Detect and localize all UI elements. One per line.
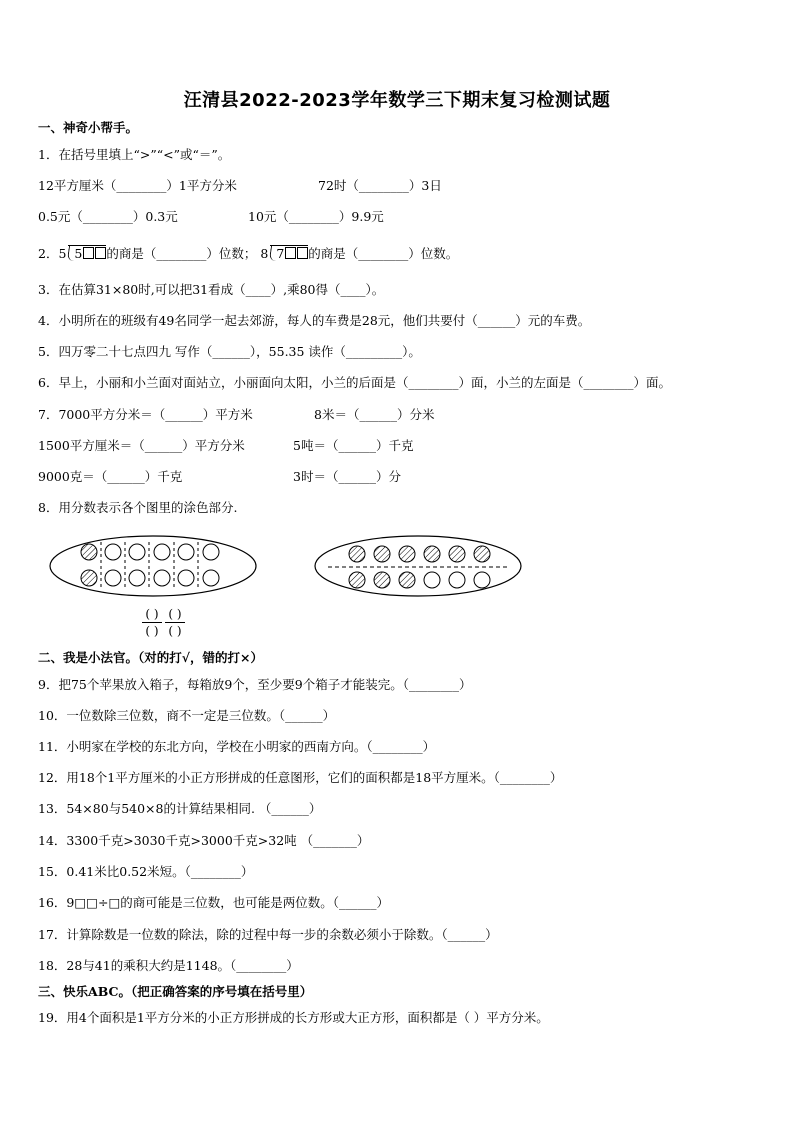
question-14: 14．3300千克>3030千克>3000千克>32吨 （_______）	[38, 833, 370, 848]
circle	[154, 570, 170, 586]
circle	[203, 544, 219, 560]
shaded-circle	[349, 546, 365, 562]
denominator-paren: ( )	[168, 624, 182, 638]
question-17: 17．计算除数是一位数的除法，除的过程中每一步的余数必须小于除数。（______）	[38, 927, 498, 942]
circle	[178, 570, 194, 586]
question-1d: 10元（________）9.9元	[248, 209, 384, 224]
right-oval	[315, 536, 521, 596]
long-division-1	[68, 245, 106, 262]
fraction-bar	[142, 622, 162, 623]
section-3-heading: 三、快乐ABC。（把正确答案的序号填在括号里）	[38, 984, 313, 999]
long-division-2	[270, 245, 308, 262]
question-2-mid: 的商是（________）位数；	[106, 246, 257, 261]
dividend-digit-1: 5	[74, 246, 83, 261]
page-title: 汪清县2022-2023学年数学三下期末复习检测试题	[183, 90, 611, 111]
question-1c: 0.5元（________）0.3元	[38, 209, 178, 224]
question-9: 9．把75个苹果放入箱子，每箱放9个，至少要9个箱子才能装完。（________）	[38, 677, 472, 692]
circle	[178, 544, 194, 560]
fraction-bar	[165, 622, 185, 623]
blank-square-icon	[285, 247, 296, 259]
left-oval	[50, 536, 256, 596]
question-3: 3．在估算31×80时,可以把31看成（____）,乘80得（____）。	[38, 282, 385, 297]
question-18: 18．28与41的乘积大约是1148。（________）	[38, 958, 299, 973]
question-7c: 1500平方厘米＝（______）平方分米	[38, 438, 245, 453]
fraction-answer-2[interactable]	[165, 607, 185, 638]
left-circles	[81, 542, 219, 590]
shaded-circle	[374, 546, 390, 562]
fraction-answer-1[interactable]	[142, 607, 162, 638]
fraction-figures	[0, 530, 794, 640]
numerator-paren: ( )	[168, 607, 182, 621]
shaded-circle	[424, 546, 440, 562]
question-5: 5．四万零二十七点四九 写作（______），55.35 读作（_________）。	[38, 344, 421, 359]
shaded-circle	[399, 572, 415, 588]
denominator-paren: ( )	[145, 624, 159, 638]
question-2	[38, 245, 458, 262]
question-6: 6．早上，小丽和小兰面对面站立，小丽面向太阳，小兰的后面是（________）面，小兰的左面是（________）面。	[38, 375, 671, 390]
circle	[449, 572, 465, 588]
shaded-circle	[81, 570, 97, 586]
divisor-1: 5	[58, 246, 67, 261]
blank-square-icon	[95, 247, 106, 259]
question-1: 1．在括号里填上“>”“<”或“＝”。	[38, 147, 231, 162]
question-10: 10．一位数除三位数，商不一定是三位数。（______）	[38, 708, 336, 723]
question-4: 4．小明所在的班级有49名同学一起去郊游，每人的车费是28元，他们共要付（______）元的车费。	[38, 313, 591, 328]
question-16: 16．9□□÷□的商可能是三位数，也可能是两位数。（______）	[38, 895, 390, 910]
question-7a: 7．7000平方分米＝（______）平方米	[38, 407, 253, 422]
blank-square-icon	[83, 247, 94, 259]
circle	[154, 544, 170, 560]
dividend-digit-2: 7	[276, 246, 285, 261]
question-7e: 9000克＝（______）千克	[38, 469, 183, 484]
circle	[129, 544, 145, 560]
question-7d: 5吨＝（______）千克	[293, 438, 414, 453]
question-15: 15．0.41米比0.52米短。（________）	[38, 864, 254, 879]
numerator-paren: ( )	[145, 607, 159, 621]
circle	[424, 572, 440, 588]
question-8: 8．用分数表示各个图里的涂色部分.	[38, 500, 238, 515]
section-2-heading: 二、我是小法官。（对的打√，错的打×）	[38, 650, 263, 665]
question-13: 13．54×80与540×8的计算结果相同. （______）	[38, 801, 322, 816]
shaded-circle	[449, 546, 465, 562]
question-1b: 72时（________）3日	[318, 178, 442, 193]
circle	[474, 572, 490, 588]
shaded-circle	[474, 546, 490, 562]
shaded-circle	[399, 546, 415, 562]
divisor-2: 8	[260, 246, 269, 261]
question-7f: 3时＝（______）分	[293, 469, 401, 484]
blank-square-icon	[297, 247, 308, 259]
circle	[203, 570, 219, 586]
shaded-circle	[81, 544, 97, 560]
shaded-circle	[374, 572, 390, 588]
circle	[129, 570, 145, 586]
question-2-end: 的商是（________）位数。	[308, 246, 459, 261]
question-1a: 12平方厘米（________）1平方分米	[38, 178, 237, 193]
question-19: 19．用4个面积是1平方分米的小正方形拼成的长方形或大正方形，面积都是（ ）平方分米。	[38, 1010, 549, 1025]
shaded-circle	[349, 572, 365, 588]
circle	[105, 544, 121, 560]
question-12: 12．用18个1平方厘米的小正方形拼成的任意图形，它们的面积都是18平方厘米。（________）	[38, 770, 563, 785]
circle	[105, 570, 121, 586]
section-1-heading: 一、神奇小帮手。	[38, 120, 139, 135]
question-7b: 8米＝（______）分米	[314, 407, 435, 422]
question-2-number: 2．	[38, 246, 59, 261]
question-11: 11．小明家在学校的东北方向，学校在小明家的西南方向。（________）	[38, 739, 436, 754]
